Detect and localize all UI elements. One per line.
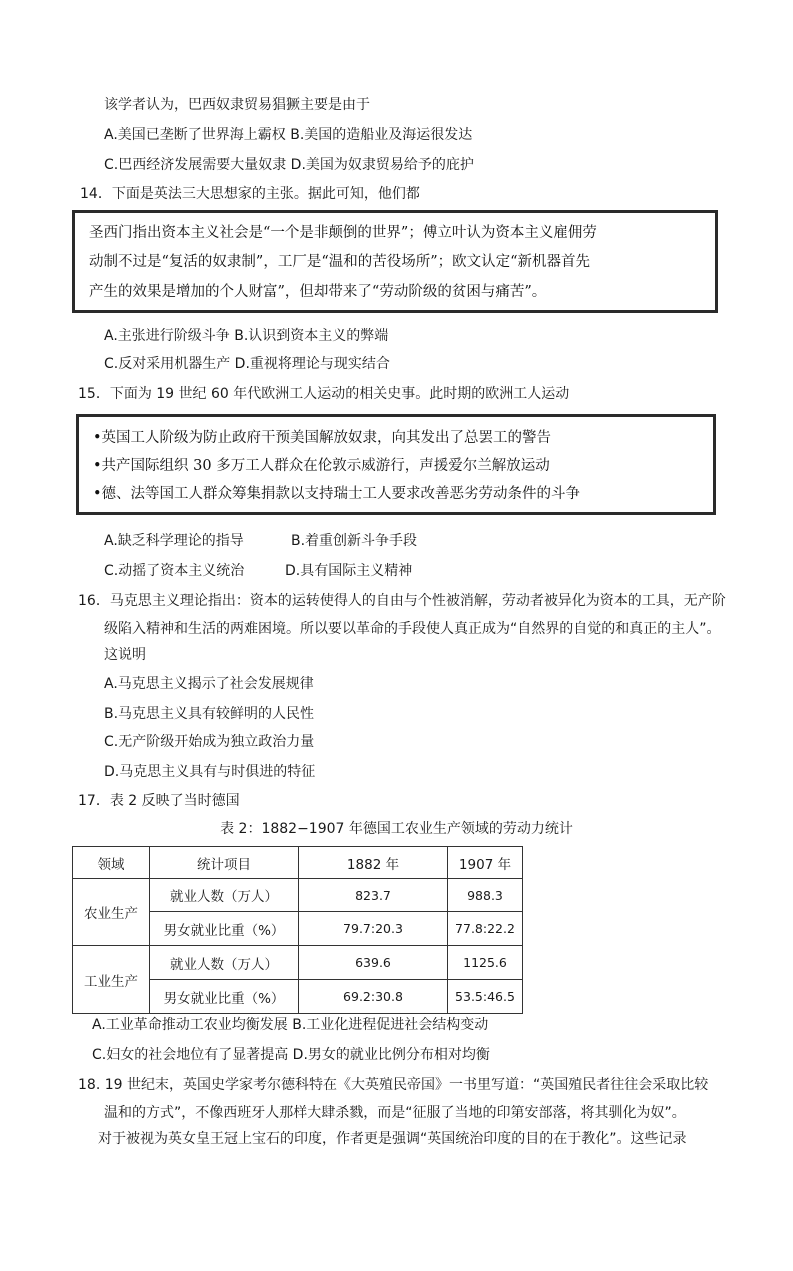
table-header-row — [73, 847, 523, 879]
q16-option-d: D.马克思主义具有与时俱进的特征 — [104, 764, 316, 780]
cell-1882: 823.7 — [299, 879, 448, 912]
q15-option-b: B.着重创新斗争手段 — [291, 533, 418, 549]
q14-stem: 14．下面是英法三大思想家的主张。据此可知，他们都 — [80, 186, 420, 202]
cell-1882: 639.6 — [299, 946, 448, 980]
header-1907: 1907 年 — [448, 847, 523, 879]
field-agriculture: 农业生产 — [73, 879, 150, 946]
q15-stem: 15．下面为 19 世纪 60 年代欧洲工人运动的相关史事。此时期的欧洲工人运动 — [78, 386, 570, 402]
q15-event-item: •共产国际组织 30 多万工人群众在伦敦示威游行，声援爱尔兰解放运动 — [93, 458, 550, 474]
cell-1907: 988.3 — [448, 879, 523, 912]
q14-quote-box — [72, 210, 718, 313]
q14-quote-line: 产生的效果是增加的个人财富”，但却带来了“劳动阶级的贫困与痛苦”。 — [89, 284, 547, 300]
q16-stem-line3: 这说明 — [104, 647, 146, 663]
q17-options-ab: A.工业革命推动工农业均衡发展 B.工业化进程促进社会结构变动 — [92, 1017, 489, 1033]
header-1882: 1882 年 — [299, 847, 448, 879]
cell-1882: 79.7:20.3 — [299, 912, 448, 946]
q15-event-item: •德、法等国工人群众筹集捐款以支持瑞士工人要求改善恶劣劳动条件的斗争 — [93, 486, 581, 502]
q15-option-d: D.具有国际主义精神 — [285, 563, 413, 579]
q18-stem-line2: 温和的方式”，不像西班牙人那样大肆杀戮，而是“征服了当地的印第安部落，将其驯化为奴”。 — [104, 1105, 686, 1121]
q15-option-a: A.缺乏科学理论的指导 — [104, 533, 244, 549]
q16-option-c: C.无产阶级开始成为独立政治力量 — [104, 734, 315, 750]
cell-1907: 77.8:22.2 — [448, 912, 523, 946]
row-item: 就业人数（万人） — [150, 946, 299, 980]
row-item: 男女就业比重（%） — [150, 980, 299, 1014]
q14-quote-line: 圣西门指出资本主义社会是“一个是非颠倒的世界”；傅立叶认为资本主义雇佣劳 — [89, 225, 597, 241]
field-industry: 工业生产 — [73, 946, 150, 1014]
q13-stem: 该学者认为，巴西奴隶贸易猖獗主要是由于 — [104, 97, 370, 113]
cell-1907: 53.5:46.5 — [448, 980, 523, 1014]
q16-stem-line2: 级陷入精神和生活的两难困境。所以要以革命的手段使人真正成为“自然界的自觉的和真正的主人”。 — [104, 621, 721, 637]
table-title: 表 2：1882−1907 年德国工农业生产领域的劳动力统计 — [220, 821, 573, 837]
header-item: 统计项目 — [150, 847, 299, 879]
q17-stem: 17．表 2 反映了当时德国 — [78, 793, 240, 809]
q16-option-b: B.马克思主义具有较鲜明的人民性 — [104, 706, 315, 722]
header-field: 领域 — [73, 847, 150, 879]
q16-option-a: A.马克思主义揭示了社会发展规律 — [104, 676, 314, 692]
q13-options-cd: C.巴西经济发展需要大量奴隶 D.美国为奴隶贸易给予的庇护 — [104, 157, 474, 173]
q15-event-item: •英国工人阶级为防止政府干预美国解放奴隶，向其发出了总罢工的警告 — [93, 430, 552, 446]
q15-events-box — [76, 414, 716, 515]
labor-statistics-table — [72, 846, 523, 1014]
q17-options-cd: C.妇女的社会地位有了显著提高 D.男女的就业比例分布相对均衡 — [92, 1047, 490, 1063]
q15-option-c: C.动摇了资本主义统治 — [104, 563, 245, 579]
q18-stem-line3: 对于被视为英女皇王冠上宝石的印度，作者更是强调“英国统治印度的目的在于教化”。这些记录 — [98, 1131, 687, 1147]
q14-options-cd: C.反对采用机器生产 D.重视将理论与现实结合 — [104, 356, 390, 372]
cell-1907: 1125.6 — [448, 946, 523, 980]
table-row — [73, 879, 523, 912]
cell-1882: 69.2:30.8 — [299, 980, 448, 1014]
row-item: 就业人数（万人） — [150, 879, 299, 912]
q13-options-ab: A.美国已垄断了世界海上霸权 B.美国的造船业及海运很发达 — [104, 127, 473, 143]
q14-options-ab: A.主张进行阶级斗争 B.认识到资本主义的弊端 — [104, 328, 389, 344]
row-item: 男女就业比重（%） — [150, 912, 299, 946]
q14-quote-line: 动制不过是“复活的奴隶制”，工厂是“温和的苦役场所”；欧文认定“新机器首先 — [89, 254, 591, 270]
table-row — [73, 946, 523, 980]
q16-stem-line1: 16．马克思主义理论指出：资本的运转使得人的自由与个性被消解，劳动者被异化为资本的工具，无产阶 — [78, 593, 726, 609]
q18-stem-line1: 18. 19 世纪末，英国史学家考尔德科特在《大英殖民帝国》一书里写道：“英国殖民者往往会采取比较 — [78, 1077, 709, 1093]
